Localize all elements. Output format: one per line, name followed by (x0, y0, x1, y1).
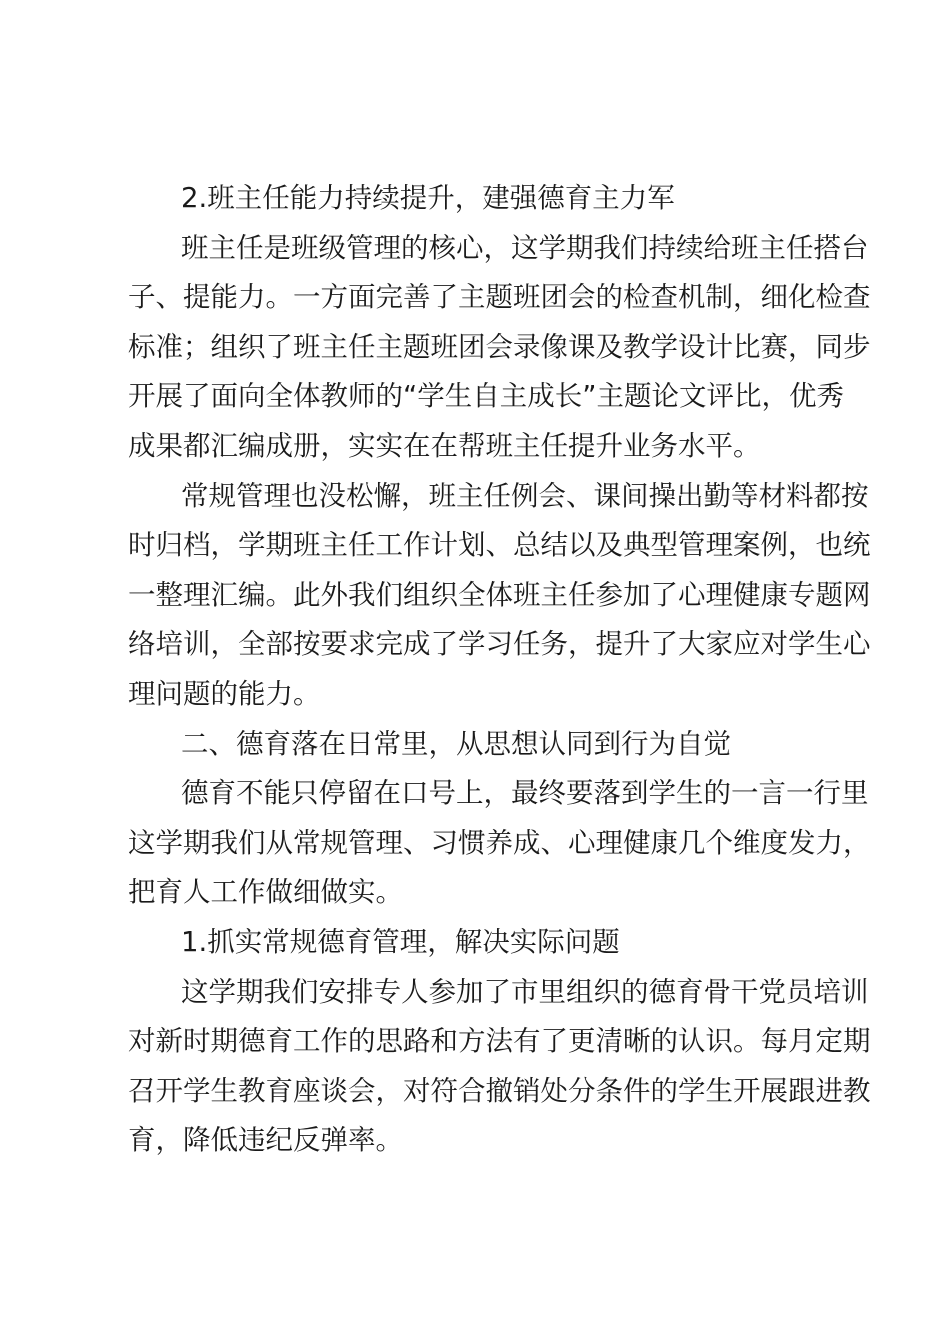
paragraph-line: 常规管理也没松懈，班主任例会、课间操出勤等材料都按 (181, 479, 869, 512)
paragraph-line: 开展了面向全体教师的“学生自主成长”主题论文评比，优秀 (128, 380, 844, 413)
paragraph-line: 时归档，学期班主任工作计划、总结以及典型管理案例，也统 (128, 529, 871, 562)
paragraph-line: 把育人工作做细做实。 (128, 876, 403, 909)
paragraph-line: 子、提能力。一方面完善了主题班团会的检查机制，细化检查 (128, 281, 871, 314)
paragraph-line: 这学期我们从常规管理、习惯养成、心理健康几个维度发力， (128, 826, 871, 859)
paragraph-line: 这学期我们安排专人参加了市里组织的德育骨干党员培训 (181, 975, 869, 1008)
paragraph-line: 德育不能只停留在口号上，最终要落到学生的一言一行里 (181, 777, 869, 810)
section-heading: 1.抓实常规德育管理，解决实际问题 (181, 925, 620, 958)
paragraph-line: 理问题的能力。 (128, 677, 321, 710)
paragraph-line: 成果都汇编成册，实实在在帮班主任提升业务水平。 (128, 429, 761, 462)
paragraph-line: 召开学生教育座谈会，对符合撤销处分条件的学生开展跟进教 (128, 1074, 871, 1107)
paragraph-line: 标准；组织了班主任主题班团会录像课及教学设计比赛，同步 (128, 330, 871, 363)
document-body (128, 174, 871, 1166)
section-heading: 2.班主任能力持续提升，建强德育主力军 (181, 182, 675, 214)
paragraph-line: 一整理汇编。此外我们组织全体班主任参加了心理健康专题网 (128, 578, 871, 611)
paragraph-line: 对新时期德育工作的思路和方法有了更清晰的认识。每月定期 (128, 1025, 871, 1058)
paragraph-line: 班主任是班级管理的核心，这学期我们持续给班主任搭台 (181, 231, 869, 264)
paragraph-line: 育，降低违纪反弹率。 (128, 1124, 403, 1157)
paragraph-line: 络培训，全部按要求完成了学习任务，提升了大家应对学生心 (128, 628, 871, 661)
section-heading: 二、德育落在日常里，从思想认同到行为自觉 (181, 727, 731, 760)
